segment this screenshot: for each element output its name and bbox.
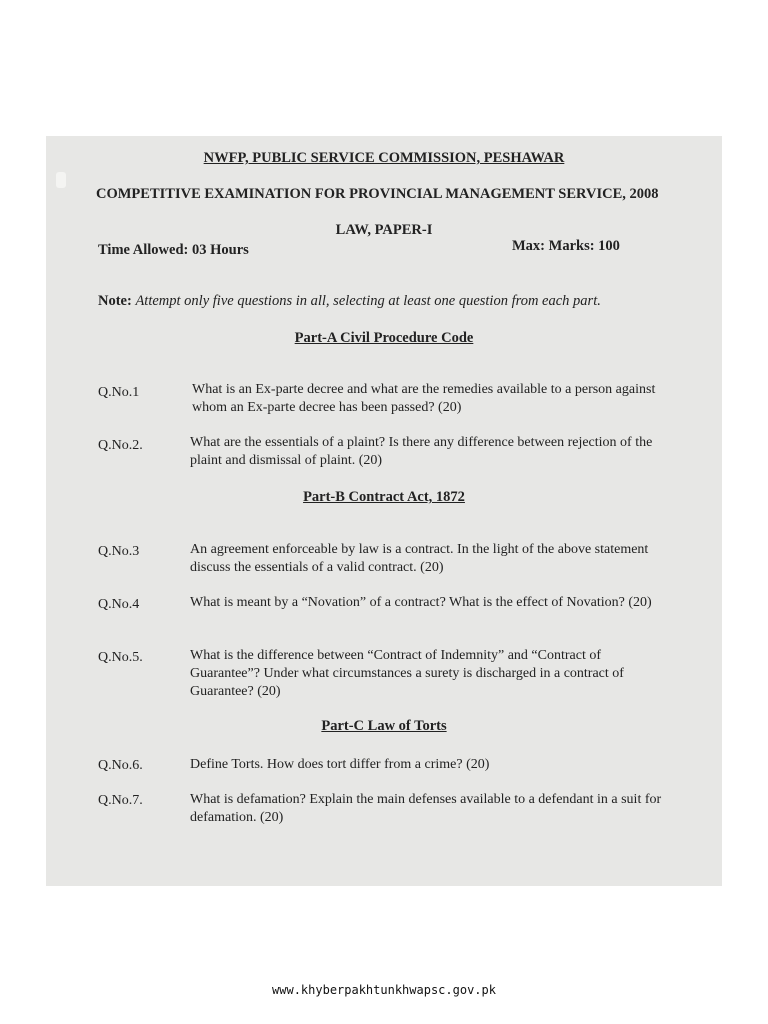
- question-number: Q.No.1: [98, 385, 140, 400]
- commission-heading: NWFP, PUBLIC SERVICE COMMISSION, PESHAWAR: [203, 150, 565, 166]
- question-text: What is meant by a “Novation” of a contract? What is the effect of Novation? (20): [190, 595, 652, 610]
- question-number: Q.No.2.: [98, 438, 143, 453]
- part-c-title: Part-C Law of Torts: [321, 718, 447, 734]
- note-label: Note:: [98, 293, 132, 309]
- paper-title: LAW, PAPER-I: [335, 222, 433, 238]
- question-number: Q.No.7.: [98, 793, 143, 808]
- question-number: Q.No.4: [98, 597, 140, 612]
- scan-mark: [56, 172, 66, 188]
- question-text: What is the difference between “Contract of Indemnity” and “Contract of Guarantee”? Under what circumstances a surety is discharged in a contract of Guarantee? (20): [190, 648, 624, 699]
- question-text: Define Torts. How does tort differ from a crime? (20): [190, 757, 490, 772]
- question-text: What are the essentials of a plaint? Is there any difference between rejection of the plaint and dismissal of plaint. (20): [190, 435, 653, 468]
- part-a-title: Part-A Civil Procedure Code: [294, 330, 474, 346]
- part-b-title: Part-B Contract Act, 1872: [303, 489, 465, 505]
- time-allowed: Time Allowed: 03 Hours: [98, 242, 249, 258]
- exam-note: [98, 293, 601, 310]
- question-number: Q.No.6.: [98, 758, 143, 773]
- note-text: Attempt only five questions in all, selecting at least one question from each part.: [135, 293, 601, 309]
- exam-title: COMPETITIVE EXAMINATION FOR PROVINCIAL MANAGEMENT SERVICE, 2008: [96, 186, 659, 202]
- question-text: An agreement enforceable by law is a contract. In the light of the above statement discuss the essentials of a valid contract. (20): [190, 542, 649, 575]
- question-text: What is defamation? Explain the main defenses available to a defendant in a suit for defamation. (20): [190, 792, 662, 825]
- question-text: What is an Ex-parte decree and what are the remedies available to a person against whom an Ex-parte decree has been passed? (20): [192, 382, 656, 415]
- question-number: Q.No.5.: [98, 650, 143, 665]
- max-marks: Max: Marks: 100: [512, 238, 620, 254]
- scanned-exam-paper: [46, 136, 722, 886]
- question-number: Q.No.3: [98, 544, 140, 559]
- footer-url[interactable]: www.khyberpakhtunkhwapsc.gov.pk: [272, 983, 496, 997]
